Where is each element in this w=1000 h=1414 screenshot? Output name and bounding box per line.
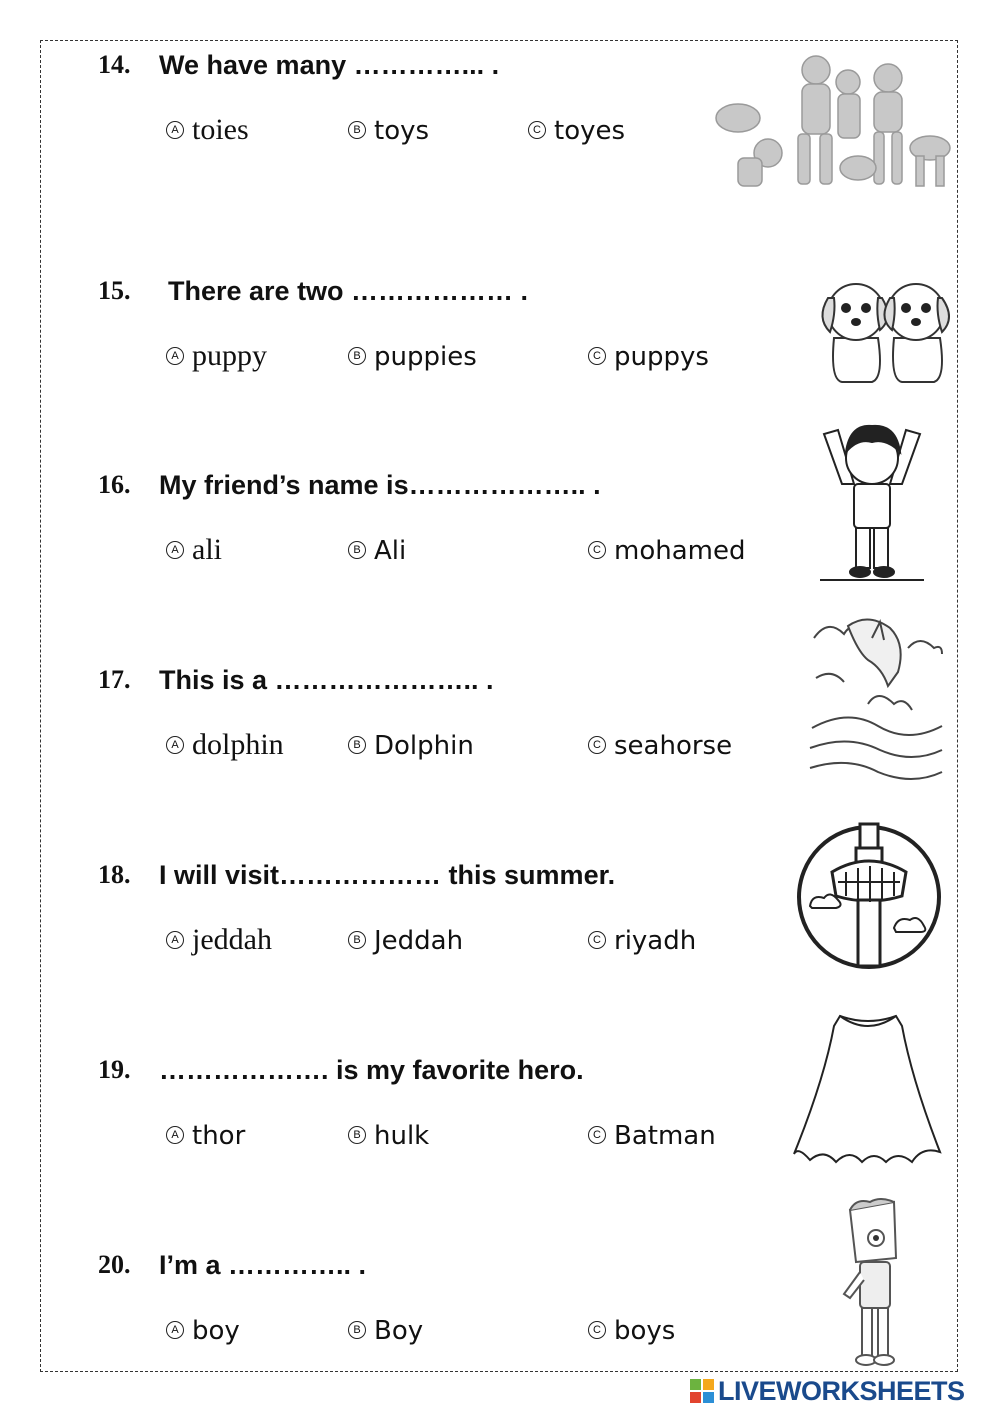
option-letter-icon: C [588,541,606,559]
question-number: 17. [98,665,131,694]
question-number: 18. [98,860,131,889]
dolphin-icon [808,608,944,792]
option-text: hulk [374,1121,430,1151]
option-letter-icon: A [166,931,184,949]
option-c[interactable] [588,725,732,765]
question-text: We have many …………... . [159,50,500,80]
option-a[interactable] [166,1310,240,1350]
option-b[interactable] [348,725,474,765]
option-text: toies [192,113,249,146]
question-text: This is a ………………….. . [159,665,494,695]
live-badge-icon [690,1379,714,1403]
option-letter-icon: A [166,736,184,754]
option-b[interactable] [348,530,406,570]
option-a[interactable] [166,336,267,376]
option-b[interactable] [348,920,463,960]
option-letter-icon: A [166,1321,184,1339]
tower-icon [794,820,944,970]
option-letter-icon: A [166,541,184,559]
option-text: Boy [374,1316,424,1346]
option-text: mohamed [614,536,746,566]
question-text: I will visit……………… this summer. [159,860,616,890]
question-number: 20. [98,1250,131,1279]
option-b[interactable] [348,336,477,376]
option-letter-icon: B [348,347,366,365]
question-text: My friend’s name is……………….. . [159,470,601,500]
option-a[interactable] [166,920,272,960]
question-number: 14. [98,50,131,79]
brand-name: LIVEWORKSHEETS [718,1375,965,1406]
option-text: puppys [614,342,709,372]
option-c[interactable] [588,336,709,376]
option-text: seahorse [614,731,733,761]
option-text: Ali [374,536,407,566]
option-letter-icon: C [588,1126,606,1144]
option-letter-icon: B [348,931,366,949]
option-text: dolphin [192,728,284,761]
option-text: Batman [614,1121,716,1151]
option-a[interactable] [166,110,249,150]
option-letter-icon: B [348,1126,366,1144]
puppies-icon [812,268,960,386]
option-c[interactable] [588,920,696,960]
option-text: jeddah [192,923,272,956]
question-text: I’m a ………….. . [159,1250,367,1280]
option-letter-icon: A [166,347,184,365]
option-text: puppies [374,342,477,372]
option-letter-icon: C [588,347,606,365]
question-number: 15. [98,276,131,305]
option-b[interactable] [348,1310,423,1350]
option-letter-icon: C [528,121,546,139]
option-b[interactable] [348,110,429,150]
option-text: ali [192,533,222,566]
cape-icon [790,1010,946,1170]
option-text: thor [192,1121,246,1151]
option-c[interactable] [588,1310,675,1350]
option-text: Jeddah [374,926,464,956]
cartoon-boy-icon [836,1198,912,1370]
option-letter-icon: C [588,736,606,754]
option-letter-icon: A [166,121,184,139]
option-letter-icon: A [166,1126,184,1144]
option-letter-icon: B [348,1321,366,1339]
option-text: boys [614,1316,676,1346]
option-text: riyadh [614,926,697,956]
question-number: 16. [98,470,131,499]
option-letter-icon: C [588,931,606,949]
option-b[interactable] [348,1115,429,1155]
question-number: 19. [98,1055,131,1084]
option-text: boy [192,1316,240,1346]
liveworksheets-logo [690,1376,990,1406]
option-letter-icon: C [588,1321,606,1339]
option-a[interactable] [166,530,222,570]
option-text: puppy [192,339,267,372]
option-letter-icon: B [348,121,366,139]
option-c[interactable] [588,1115,716,1155]
option-a[interactable] [166,1115,245,1155]
question-text: ………………. is my favorite hero. [159,1055,584,1085]
boy-waving-icon [816,412,928,584]
option-letter-icon: B [348,736,366,754]
question-text: There are two ……………… . [168,276,529,306]
option-c[interactable] [588,530,745,570]
toy-group-icon [698,48,954,194]
option-c[interactable] [528,110,625,150]
option-text: Dolphin [374,731,474,761]
option-a[interactable] [166,725,284,765]
option-letter-icon: B [348,541,366,559]
option-text: toys [374,116,430,146]
option-text: toyes [554,116,626,146]
